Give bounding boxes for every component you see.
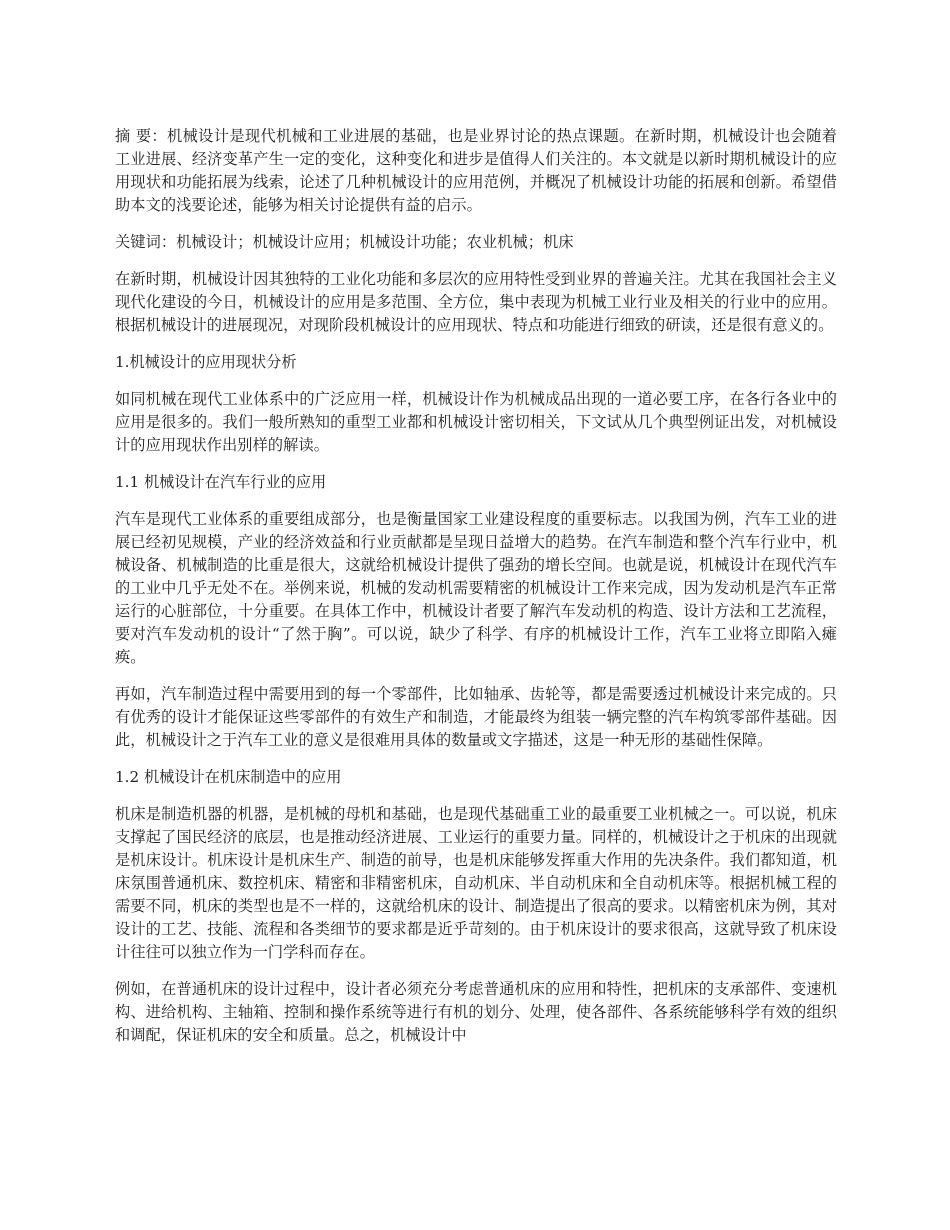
section-1-1-paragraph-2: 再如，汽车制造过程中需要用到的每一个零部件，比如轴承、齿轮等，都是需要透过机械设计来完成的。只有优秀的设计才能保证这些零部件的有效生产和制造，才能最终为组装一辆完整的汽车构筑零部件基础。因此，机械设计之于汽车工业的意义是很难用具体的数量或文字描述，这是一种无形的基础性保障。 bbox=[115, 685, 837, 749]
intro-paragraph: 在新时期，机械设计因其独特的工业化功能和多层次的应用特性受到业界的普遍关注。尤其在我国社会主义现代化建设的今日，机械设计的应用是多范围、全方位，集中表现为机械工业行业及相关的行业中的应用。根据机械设计的进展现况，对现阶段机械设计的应用现状、特点和功能进行细致的研读，还是很有意义的。 bbox=[115, 270, 837, 334]
section-1-2-paragraph-2: 例如，在普通机床的设计过程中，设计者必须充分考虑普通机床的应用和特性，把机床的支承部件、变速机构、进给机构、主轴箱、控制和操作系统等进行有机的划分、处理，使各部件、各系统能够科学有效的组织和调配，保证机床的安全和质量。总之，机械设计中 bbox=[115, 980, 837, 1044]
document-page bbox=[115, 125, 837, 1061]
section-1-2-paragraph-1: 机床是制造机器的机器，是机械的母机和基础，也是现代基础重工业的最重要工业机械之一。可以说，机床支撑起了国民经济的底层，也是推动经济进展、工业运行的重要力量。同样的，机械设计之于机床的出现就是机床设计。机床设计是机床生产、制造的前导，也是机床能够发挥重大作用的先决条件。我们都知道，机床氛围普通机床、数控机床、精密和非精密机床，自动机床、半自动机床和全自动机床等。根据机械工程的需要不同，机床的类型也是不一样的，这就给机床的设计、制造提出了很高的要求。以精密机床为例，其对设计的工艺、技能、流程和各类细节的要求都是近乎苛刻的。由于机床设计的要求很高，这就导致了机床设计往往可以独立作为一门学科而存在。 bbox=[115, 805, 837, 961]
keywords-paragraph: 关键词：机械设计；机械设计应用；机械设计功能；农业机械；机床 bbox=[115, 233, 574, 251]
section-1-1-heading: 1.1 机械设计在汽车行业的应用 bbox=[115, 473, 327, 491]
abstract-paragraph: 摘 要：机械设计是现代机械和工业进展的基础，也是业界讨论的热点课题。在新时期，机械设计也会随着工业进展、经济变革产生一定的变化，这种变化和进步是值得人们关注的。本文就是以新时期机械设计的应用现状和功能拓展为线索，论述了几种机械设计的应用范例，并概况了机械设计功能的拓展和创新。希望借助本文的浅要论述，能够为相关讨论提供有益的启示。 bbox=[115, 127, 837, 214]
section-1-2-heading: 1.2 机械设计在机床制造中的应用 bbox=[115, 768, 342, 786]
section-1-heading: 1.机械设计的应用现状分析 bbox=[115, 353, 297, 371]
section-1-1-paragraph-1: 汽车是现代工业体系的重要组成部分，也是衡量国家工业建设程度的重要标志。以我国为例，汽车工业的进展已经初见规模，产业的经济效益和行业贡献都是呈现日益增大的趋势。在汽车制造和整个汽车行业中，机械设备、机械制造的比重是很大，这就给机械设计提供了强劲的增长空间。也就是说，机械设计在现代汽车的工业中几乎无处不在。举例来说，机械的发动机需要精密的机械设计工作来完成，因为发动机是汽车正常运行的心脏部位，十分重要。在具体工作中，机械设计者要了解汽车发动机的构造、设计方法和工艺流程，要对汽车发动机的设计“了然于胸”。可以说，缺少了科学、有序的机械设计工作，汽车工业将立即陷入瘫痪。 bbox=[115, 510, 837, 666]
section-1-paragraph: 如同机械在现代工业体系中的广泛应用一样，机械设计作为机械成品出现的一道必要工序，在各行各业中的应用是很多的。我们一般所熟知的重型工业都和机械设计密切相关，下文试从几个典型例证出发，对机械设计的应用现状作出别样的解读。 bbox=[115, 390, 837, 454]
